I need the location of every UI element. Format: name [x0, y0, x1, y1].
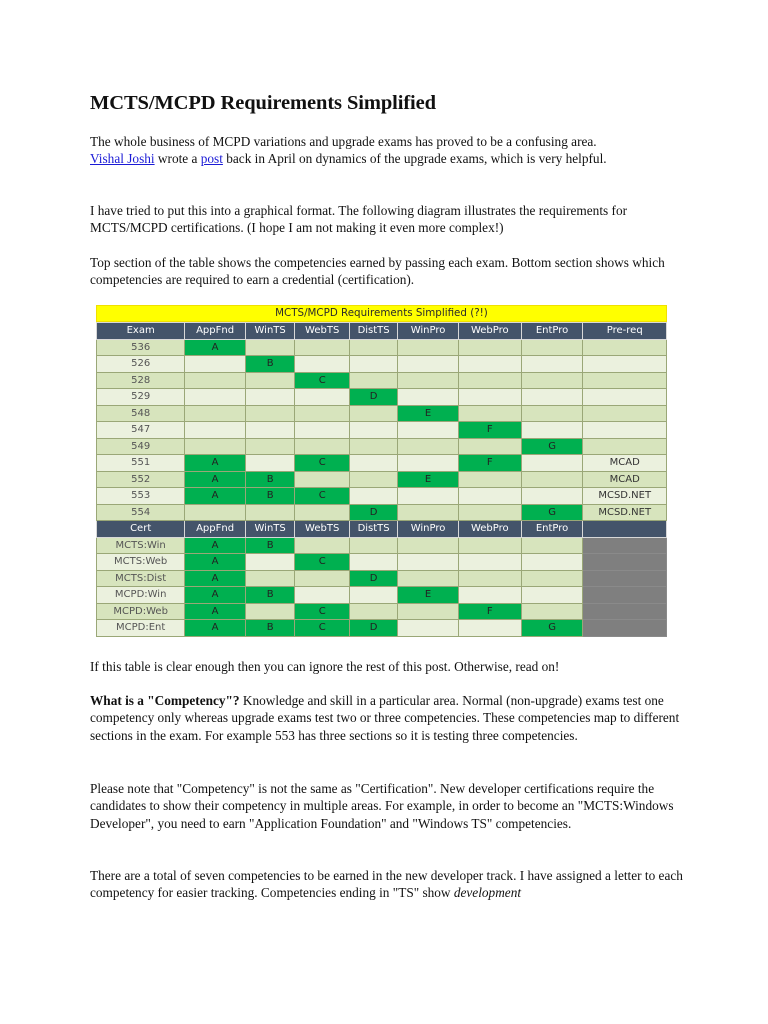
empty-cell [458, 554, 521, 571]
cert-row [97, 537, 667, 554]
empty-cell [295, 389, 349, 406]
prereq-cell: MCAD [583, 471, 667, 488]
cert-header-cell: EntPro [521, 521, 583, 538]
empty-cell [295, 356, 349, 373]
empty-cell [398, 620, 459, 637]
blocked-cell [583, 620, 667, 637]
empty-cell [458, 405, 521, 422]
cert-row [97, 620, 667, 637]
blocked-cell [583, 587, 667, 604]
empty-cell [185, 422, 246, 439]
prereq-cell [583, 438, 667, 455]
empty-cell [295, 405, 349, 422]
competency-cell: F [458, 455, 521, 472]
empty-cell [245, 455, 295, 472]
empty-cell [245, 389, 295, 406]
cert-header-row [97, 521, 667, 538]
exam-label-cell: 553 [97, 488, 185, 505]
competency-cell: G [521, 620, 583, 637]
empty-cell [521, 471, 583, 488]
empty-cell [349, 537, 397, 554]
exam-label-cell: 529 [97, 389, 185, 406]
empty-cell [245, 438, 295, 455]
competency-cell: A [185, 554, 246, 571]
prereq-cell [583, 405, 667, 422]
cert-row [97, 554, 667, 571]
empty-cell [521, 554, 583, 571]
exam-header-cell: DistTS [349, 323, 397, 340]
prereq-cell [583, 372, 667, 389]
exam-row [97, 504, 667, 521]
blocked-cell [583, 554, 667, 571]
empty-cell [245, 570, 295, 587]
empty-cell [458, 537, 521, 554]
exam-label-cell: 547 [97, 422, 185, 439]
competency-cell: G [521, 504, 583, 521]
empty-cell [398, 356, 459, 373]
empty-cell [521, 570, 583, 587]
empty-cell [349, 471, 397, 488]
empty-cell [521, 356, 583, 373]
empty-cell [349, 587, 397, 604]
empty-cell [398, 455, 459, 472]
empty-cell [349, 356, 397, 373]
empty-cell [521, 537, 583, 554]
competency-cell: A [185, 471, 246, 488]
empty-cell [521, 488, 583, 505]
competency-cell: G [521, 438, 583, 455]
exam-label-cell: 552 [97, 471, 185, 488]
empty-cell [398, 389, 459, 406]
empty-cell [458, 356, 521, 373]
graphical-format-paragraph: I have tried to put this into a graphical format. The following diagram illustrates the requirements for MCTS/MCPD certifications. (I hope I am not making it even more complex!) [90, 203, 628, 236]
empty-cell [458, 504, 521, 521]
empty-cell [398, 422, 459, 439]
table-title: MCTS/MCPD Requirements Simplified (?!) [96, 305, 667, 322]
cert-header-cell [583, 521, 667, 538]
cert-row [97, 570, 667, 587]
exam-header-cell: Exam [97, 323, 185, 340]
exam-header-cell: WinTS [245, 323, 295, 340]
empty-cell [349, 603, 397, 620]
seven-competencies-paragraph [90, 867, 690, 902]
clear-table-paragraph: If this table is clear enough then you can ignore the rest of this post. Otherwise, read on! [90, 659, 560, 674]
competency-cell: C [295, 620, 349, 637]
empty-cell [295, 438, 349, 455]
empty-cell [398, 488, 459, 505]
competency-cell: A [185, 570, 246, 587]
empty-cell [398, 438, 459, 455]
intro-paragraph [90, 133, 690, 168]
empty-cell [521, 389, 583, 406]
exam-row [97, 455, 667, 472]
cert-header-cell: WebTS [295, 521, 349, 538]
empty-cell [398, 537, 459, 554]
blocked-cell [583, 603, 667, 620]
prereq-cell: MCSD.NET [583, 488, 667, 505]
intro-text: The whole business of MCPD variations and upgrade exams has proved to be a confusing area. [90, 134, 597, 149]
competency-cell: B [245, 471, 295, 488]
empty-cell [295, 471, 349, 488]
empty-cell [458, 438, 521, 455]
cert-row [97, 603, 667, 620]
exam-header-row [97, 323, 667, 340]
competency-cell: B [245, 537, 295, 554]
exam-row [97, 372, 667, 389]
empty-cell [458, 339, 521, 356]
empty-cell [245, 603, 295, 620]
competency-definition-text: Knowledge and skill in a particular area. Normal (non-upgrade) exams test one competency only whereas upgrade exams test two or three competencies. These competencies map to different sections in the exam. For example 553 has three sections so it is testing three competencies. [90, 693, 680, 743]
table-explanation-paragraph: Top section of the table shows the competencies earned by passing each exam. Bottom section shows which competencies are required to earn a credential (certification). [90, 255, 665, 288]
empty-cell [521, 603, 583, 620]
exam-row [97, 356, 667, 373]
competency-cell: B [245, 488, 295, 505]
empty-cell [245, 405, 295, 422]
empty-cell [185, 389, 246, 406]
competency-cell: D [349, 504, 397, 521]
cert-label-cell: MCTS:Web [97, 554, 185, 571]
competency-question: What is a "Competency"? [90, 693, 240, 708]
competency-cell: A [185, 488, 246, 505]
requirements-table [96, 322, 667, 637]
competency-cell: D [349, 389, 397, 406]
empty-cell [458, 488, 521, 505]
empty-cell [295, 339, 349, 356]
cert-header-cell: WebPro [458, 521, 521, 538]
prereq-cell: MCSD.NET [583, 504, 667, 521]
intro-tail-text: back in April on dynamics of the upgrade exams, which is very helpful. [222, 151, 607, 167]
post-link[interactable]: post [200, 151, 223, 167]
cert-label-cell: MCTS:Win [97, 537, 185, 554]
competency-cell: A [185, 339, 246, 356]
cert-label-cell: MCPD:Win [97, 587, 185, 604]
competency-cell: F [458, 603, 521, 620]
empty-cell [521, 405, 583, 422]
blocked-cell [583, 570, 667, 587]
cert-label-cell: MCPD:Ent [97, 620, 185, 637]
development-italic: development [453, 885, 522, 901]
exam-label-cell: 548 [97, 405, 185, 422]
cert-header-cell: DistTS [349, 521, 397, 538]
cert-header-cell: AppFnd [185, 521, 246, 538]
empty-cell [295, 537, 349, 554]
competency-cell: D [349, 620, 397, 637]
competency-cell: A [185, 603, 246, 620]
exam-label-cell: 536 [97, 339, 185, 356]
competency-cell: F [458, 422, 521, 439]
competency-cell: B [245, 620, 295, 637]
cert-header-cell: WinPro [398, 521, 459, 538]
cert-row [97, 587, 667, 604]
empty-cell [295, 504, 349, 521]
empty-cell [349, 339, 397, 356]
empty-cell [245, 504, 295, 521]
exam-row [97, 488, 667, 505]
competency-cell: C [295, 554, 349, 571]
competency-cell: A [185, 455, 246, 472]
exam-label-cell: 554 [97, 504, 185, 521]
exam-header-cell: Pre-req [583, 323, 667, 340]
empty-cell [349, 422, 397, 439]
cert-label-cell: MCTS:Dist [97, 570, 185, 587]
empty-cell [398, 570, 459, 587]
exam-row [97, 405, 667, 422]
empty-cell [521, 455, 583, 472]
empty-cell [185, 356, 246, 373]
empty-cell [245, 422, 295, 439]
prereq-cell [583, 389, 667, 406]
prereq-cell [583, 339, 667, 356]
competency-cell: C [295, 603, 349, 620]
exam-row [97, 438, 667, 455]
seven-competencies-text: There are a total of seven competencies to be earned in the new developer track. I have assigned a letter to each competency for easier tracking. Competencies ending in "TS" show [90, 868, 683, 901]
exam-row [97, 339, 667, 356]
empty-cell [458, 372, 521, 389]
empty-cell [521, 339, 583, 356]
competency-cell: E [398, 405, 459, 422]
competency-cell: A [185, 537, 246, 554]
empty-cell [185, 504, 246, 521]
competency-cell: C [295, 372, 349, 389]
intro-mid-text: wrote a [154, 151, 201, 167]
cert-header-cell: WinTS [245, 521, 295, 538]
competency-cell: E [398, 471, 459, 488]
exam-row [97, 389, 667, 406]
competency-cell: D [349, 570, 397, 587]
empty-cell [349, 405, 397, 422]
empty-cell [398, 554, 459, 571]
competency-definition-paragraph [90, 692, 690, 744]
exam-header-cell: WebPro [458, 323, 521, 340]
empty-cell [185, 372, 246, 389]
blocked-cell [583, 537, 667, 554]
exam-header-cell: WinPro [398, 323, 459, 340]
exam-row [97, 422, 667, 439]
exam-row [97, 471, 667, 488]
empty-cell [295, 587, 349, 604]
empty-cell [349, 438, 397, 455]
exam-label-cell: 549 [97, 438, 185, 455]
exam-label-cell: 526 [97, 356, 185, 373]
empty-cell [398, 504, 459, 521]
competency-cell: C [295, 455, 349, 472]
vishal-joshi-link[interactable]: Vishal Joshi [90, 151, 155, 167]
empty-cell [349, 372, 397, 389]
competency-vs-certification-paragraph: Please note that "Competency" is not the same as "Certification". New developer certifications require the candidates to show their competency in multiple areas. For example, in order to become an "MCTS:Windows Developer", you need to earn "Application Foundation" and "Windows TS" competencies. [90, 781, 674, 831]
prereq-cell: MCAD [583, 455, 667, 472]
competency-cell: A [185, 587, 246, 604]
empty-cell [349, 488, 397, 505]
empty-cell [458, 587, 521, 604]
prereq-cell [583, 422, 667, 439]
empty-cell [398, 339, 459, 356]
empty-cell [245, 339, 295, 356]
empty-cell [245, 554, 295, 571]
empty-cell [349, 455, 397, 472]
empty-cell [458, 389, 521, 406]
competency-cell: C [295, 488, 349, 505]
cert-label-cell: MCPD:Web [97, 603, 185, 620]
requirements-table-figure [96, 305, 667, 637]
prereq-cell [583, 356, 667, 373]
exam-label-cell: 551 [97, 455, 185, 472]
empty-cell [185, 438, 246, 455]
empty-cell [295, 422, 349, 439]
exam-header-cell: AppFnd [185, 323, 246, 340]
competency-cell: B [245, 587, 295, 604]
empty-cell [349, 554, 397, 571]
empty-cell [458, 471, 521, 488]
empty-cell [521, 422, 583, 439]
exam-header-cell: WebTS [295, 323, 349, 340]
empty-cell [295, 570, 349, 587]
empty-cell [521, 372, 583, 389]
empty-cell [398, 603, 459, 620]
empty-cell [185, 405, 246, 422]
competency-cell: B [245, 356, 295, 373]
empty-cell [458, 570, 521, 587]
competency-cell: E [398, 587, 459, 604]
empty-cell [398, 372, 459, 389]
page-title: MCTS/MCPD Requirements Simplified [90, 92, 436, 114]
empty-cell [521, 587, 583, 604]
exam-label-cell: 528 [97, 372, 185, 389]
cert-header-cell: Cert [97, 521, 185, 538]
empty-cell [458, 620, 521, 637]
empty-cell [245, 372, 295, 389]
exam-header-cell: EntPro [521, 323, 583, 340]
competency-cell: A [185, 620, 246, 637]
